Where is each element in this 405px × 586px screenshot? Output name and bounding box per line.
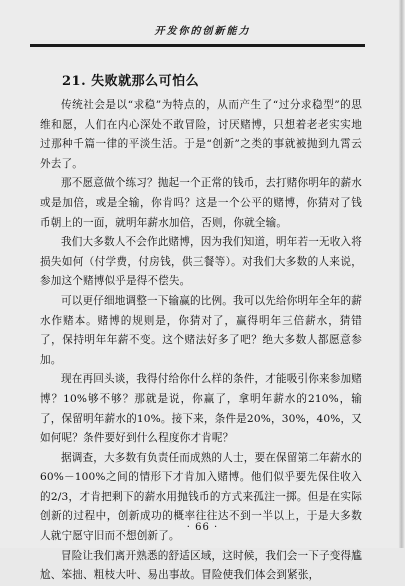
paragraph: 据调查，大多数有负责任而成熟的人士，要在保留第二年薪水的60%－100%之间的情形下才肯加入赌博。他们似乎要先保住收入的2/3，才肯把剩下的薪水用抛钱币的方式来孤注一掷。但是在实际创新的过程中，创新成功的概率往往达不到一半以上，于是大多数人就宁愿守旧而不想创新了。 <box>40 451 362 543</box>
paragraph: 可以更仔细地调整一下输赢的比例。我可以先给你明年全年的薪水作赌本。赌博的规则是，你猜对了，赢得明年三倍薪水，猜错了，保持明年年薪不变。这个赌法好多了吧？绝大多数人都愿意参加。 <box>40 294 362 366</box>
paragraph: 那不愿意做个练习？抛起一个正常的钱币，去打赌你明年的薪水或是加倍，或是全输，你肯吗？这是一个公平的赌博，你猜对了钱币朝上的一面，就明年薪水加倍，否则，你就全输。 <box>40 177 362 229</box>
paragraph: 冒险让我们离开熟悉的舒适区域，这时候，我们会一下子变得尴尬、笨拙、粗枝大叶、易出事故。冒险使我们体会到紧张， <box>40 549 362 582</box>
page-edge-shadow <box>398 0 405 548</box>
page-number: · 66 · <box>186 522 219 533</box>
paragraph: 传统社会是以“求稳”为特点的，从而产生了“过分求稳型”的思维和愿，人们在内心深处不敢冒险，讨厌赌博，只想着老老实实地过那种千篇一律的平淡生活。于是“创新”之类的事就被抛到九霄云外去了。 <box>40 99 362 170</box>
paragraph: 我们大多数人不会作此赌博，因为我们知道，明年若一无收入将损失如何（付学费，付房钱，供三餐等）。对我们大多数的人来说，参加这个赌博似乎是得不偿失。 <box>40 236 362 288</box>
body-text <box>40 96 362 586</box>
section-heading: 21. 失败就那么可怕么 <box>62 74 200 89</box>
header-rule <box>30 44 365 47</box>
paragraph: 现在再回头谈，我得付给你什么样的条件，才能吸引你来参加赌博？10%够不够？那就是说，你赢了，拿明年薪水的210%，输了，保留明年薪水的10%。接下来，条件是20%，30%，40%，又如何呢？条件要好到什么程度你才肯呢？ <box>40 373 362 445</box>
running-title: 开发你的创新能力 <box>154 26 251 37</box>
